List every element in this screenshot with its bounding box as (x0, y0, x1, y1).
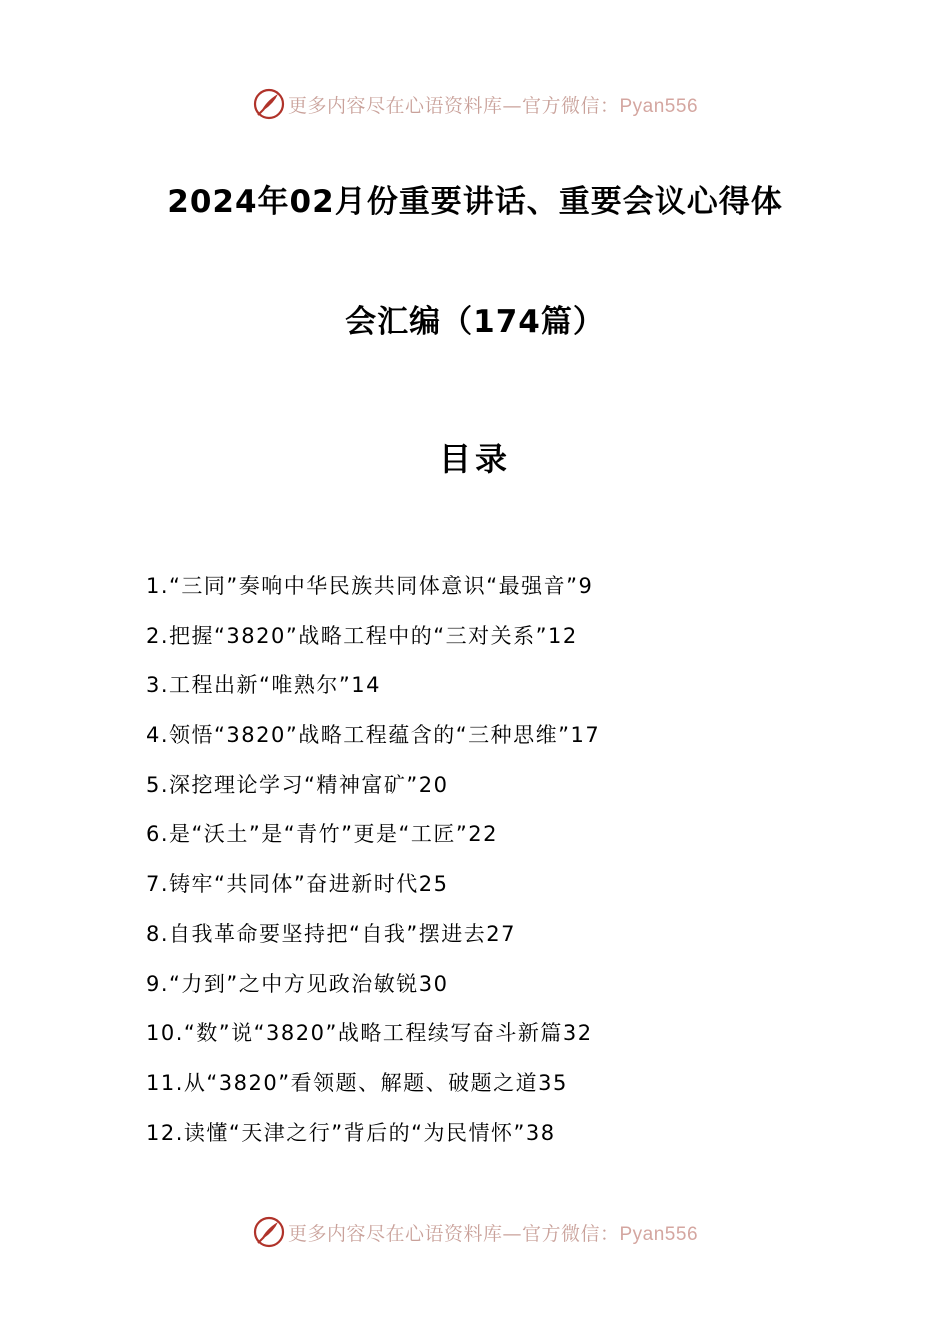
header-watermark (0, 84, 950, 124)
toc-item[interactable]: 11.从“3820”看领题、解题、破题之道35 (146, 1070, 568, 1095)
toc-item[interactable]: 5.深挖理论学习“精神富矿”20 (146, 772, 449, 797)
watermark-handle: Pyan556 (619, 95, 699, 117)
toc-item[interactable]: 9.“力到”之中方见政治敏锐30 (146, 971, 449, 996)
watermark-handle: Pyan556 (619, 1223, 699, 1245)
quill-logo-icon (252, 87, 286, 121)
toc-item[interactable]: 1.“三同”奏响中华民族共同体意识“最强音”9 (146, 574, 594, 598)
document-title-line1: 2024年02月份重要讲话、重要会议心得体 (167, 184, 783, 220)
document-title-line2: 会汇编（174篇） (345, 304, 605, 340)
toc-item[interactable]: 4.领悟“3820”战略工程蕴含的“三种思维”17 (146, 723, 601, 748)
toc-item[interactable]: 6.是“沃土”是“青竹”更是“工匠”22 (146, 822, 499, 847)
watermark-text (288, 1219, 698, 1246)
toc-item[interactable]: 3.工程出新“唯熟尔”14 (146, 673, 382, 698)
watermark-label: 更多内容尽在心语资料库—官方微信： (287, 1222, 620, 1245)
watermark-label: 更多内容尽在心语资料库—官方微信： (287, 94, 620, 117)
toc-item[interactable]: 10.“数”说“3820”战略工程续写奋斗新篇32 (146, 1021, 593, 1046)
quill-logo-icon (252, 1215, 286, 1249)
toc-heading: 目录 (438, 440, 511, 478)
footer-watermark (0, 1212, 950, 1252)
toc-item[interactable]: 7.铸牢“共同体”奋进新时代25 (146, 872, 449, 897)
toc-item[interactable]: 8.自我革命要坚持把“自我”摆进去27 (146, 921, 517, 946)
toc-item[interactable]: 2.把握“3820”战略工程中的“三对关系”12 (146, 623, 578, 648)
toc-item[interactable]: 12.读懂“天津之行”背后的“为民情怀”38 (146, 1120, 556, 1145)
table-of-contents (146, 568, 866, 1164)
watermark-text (288, 91, 698, 118)
